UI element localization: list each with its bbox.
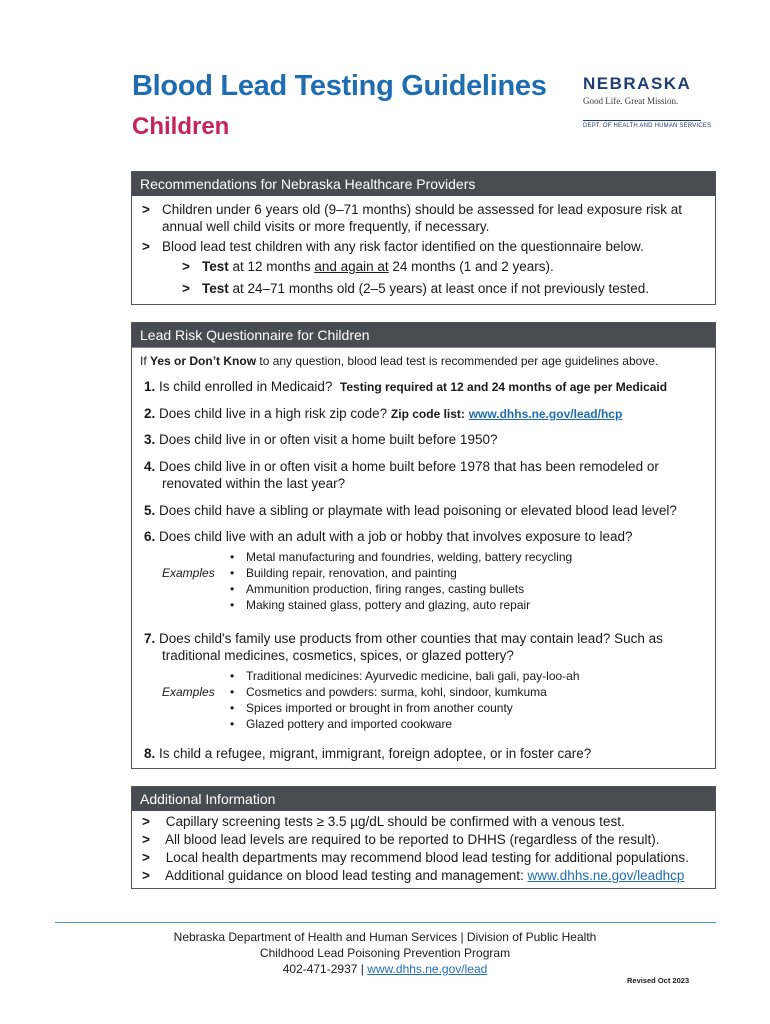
page-title: Blood Lead Testing Guidelines [132,70,547,102]
logo-name: NEBRASKA [583,74,692,93]
q7-example: • Traditional medicines: Ayurvedic medicine, bali gali, pay-loo-ah [230,669,580,683]
questionnaire-heading: Lead Risk Questionnaire for Children [132,323,715,347]
rec-sub-2: > Test at 24–71 months old (2–5 years) at least once if not previously tested. [182,281,650,296]
logo-dept: DEPT. OF HEALTH AND HUMAN SERVICES [583,120,701,129]
logo-tagline: Good Life. Great Mission. [583,96,679,106]
question-7: 7. Does child's family use products from other counties that may contain lead? Such as [144,631,663,646]
zip-code-link[interactable]: www.dhhs.ne.gov/lead/hcp [468,407,623,421]
nebraska-logo [583,74,712,129]
footer-line-2: Childhood Lead Poisoning Prevention Program [259,946,511,960]
q6-example: • Making stained glass, pottery and glazing, auto repair [230,598,531,612]
revised-date: Revised Oct 2023 [627,976,690,985]
examples-label: Examples [162,566,215,580]
question-5: 5. Does child have a sibling or playmate with lead poisoning or elevated blood lead level? [144,503,677,518]
q6-example: • Building repair, renovation, and painting [230,566,457,580]
additional-item: > Local health departments may recommend blood lead testing for additional populations. [142,850,689,865]
examples-label: Examples [162,685,215,699]
additional-item: > Additional guidance on blood lead testing and management: www.dhhs.ne.gov/leadhcp [142,868,685,883]
q7-example: • Glazed pottery and imported cookware [230,717,453,731]
rec-item-2: > Blood lead test children with any risk factor identified on the questionnaire below. [142,239,644,254]
question-6: 6. Does child live with an adult with a job or hobby that involves exposure to lead? [144,529,633,544]
page-subtitle: Children [132,113,230,140]
q6-example: • Metal manufacturing and foundries, welding, battery recycling [230,550,573,564]
additional-item: > Capillary screening tests ≥ 3.5 µg/dL should be confirmed with a venous test. [142,814,625,829]
question-1: 1. Is child enrolled in Medicaid? Testing required at 12 and 24 months of age per Medicaid [144,379,668,394]
additional-item: > All blood lead levels are required to be reported to DHHS (regardless of the result). [142,832,660,847]
recommendations-box [131,171,716,305]
questionnaire-intro: If Yes or Don’t Know to any question, blood lead test is recommended per age guidelines above. [140,354,659,368]
additional-info-heading: Additional Information [132,787,715,811]
question-7-cont: traditional medicines, cosmetics, spices, or glazed pottery? [162,648,514,663]
question-2: 2. Does child live in a high risk zip code? Zip code list: www.dhhs.ne.gov/lead/hcp [144,406,623,421]
additional-info-box [131,786,716,889]
question-8: 8. Is child a refugee, migrant, immigrant, foreign adoptee, or in foster care? [144,746,592,761]
q7-example: • Spices imported or brought in from another county [230,701,513,715]
question-3: 3. Does child live in or often visit a home built before 1950? [144,432,498,447]
footer-lead-link[interactable]: www.dhhs.ne.gov/lead [367,962,488,976]
rec-sub-1: > Test at 12 months and again at 24 months (1 and 2 years). [182,259,554,274]
q6-example: • Ammunition production, firing ranges, casting bullets [230,582,525,596]
rec-item-1: > Children under 6 years old (9–71 months) should be assessed for lead exposure risk at [142,202,683,217]
footer-contact: 402-471-2937 | www.dhhs.ne.gov/lead [282,962,488,976]
footer-divider [55,922,716,923]
leadhcp-link[interactable]: www.dhhs.ne.gov/leadhcp [527,868,685,883]
q7-example: • Cosmetics and powders: surma, kohl, sindoor, kumkuma [230,685,547,699]
questionnaire-box [131,322,716,769]
recommendations-heading: Recommendations for Nebraska Healthcare Providers [132,172,715,196]
rec-item-1-cont: annual well child visits or more frequently, if necessary. [162,219,490,234]
question-4-cont: renovated within the last year? [162,476,346,491]
question-4: 4. Does child live in or often visit a home built before 1978 that has been remodeled or [144,459,659,474]
footer-line-1: Nebraska Department of Health and Human Services | Division of Public Health [173,930,597,944]
